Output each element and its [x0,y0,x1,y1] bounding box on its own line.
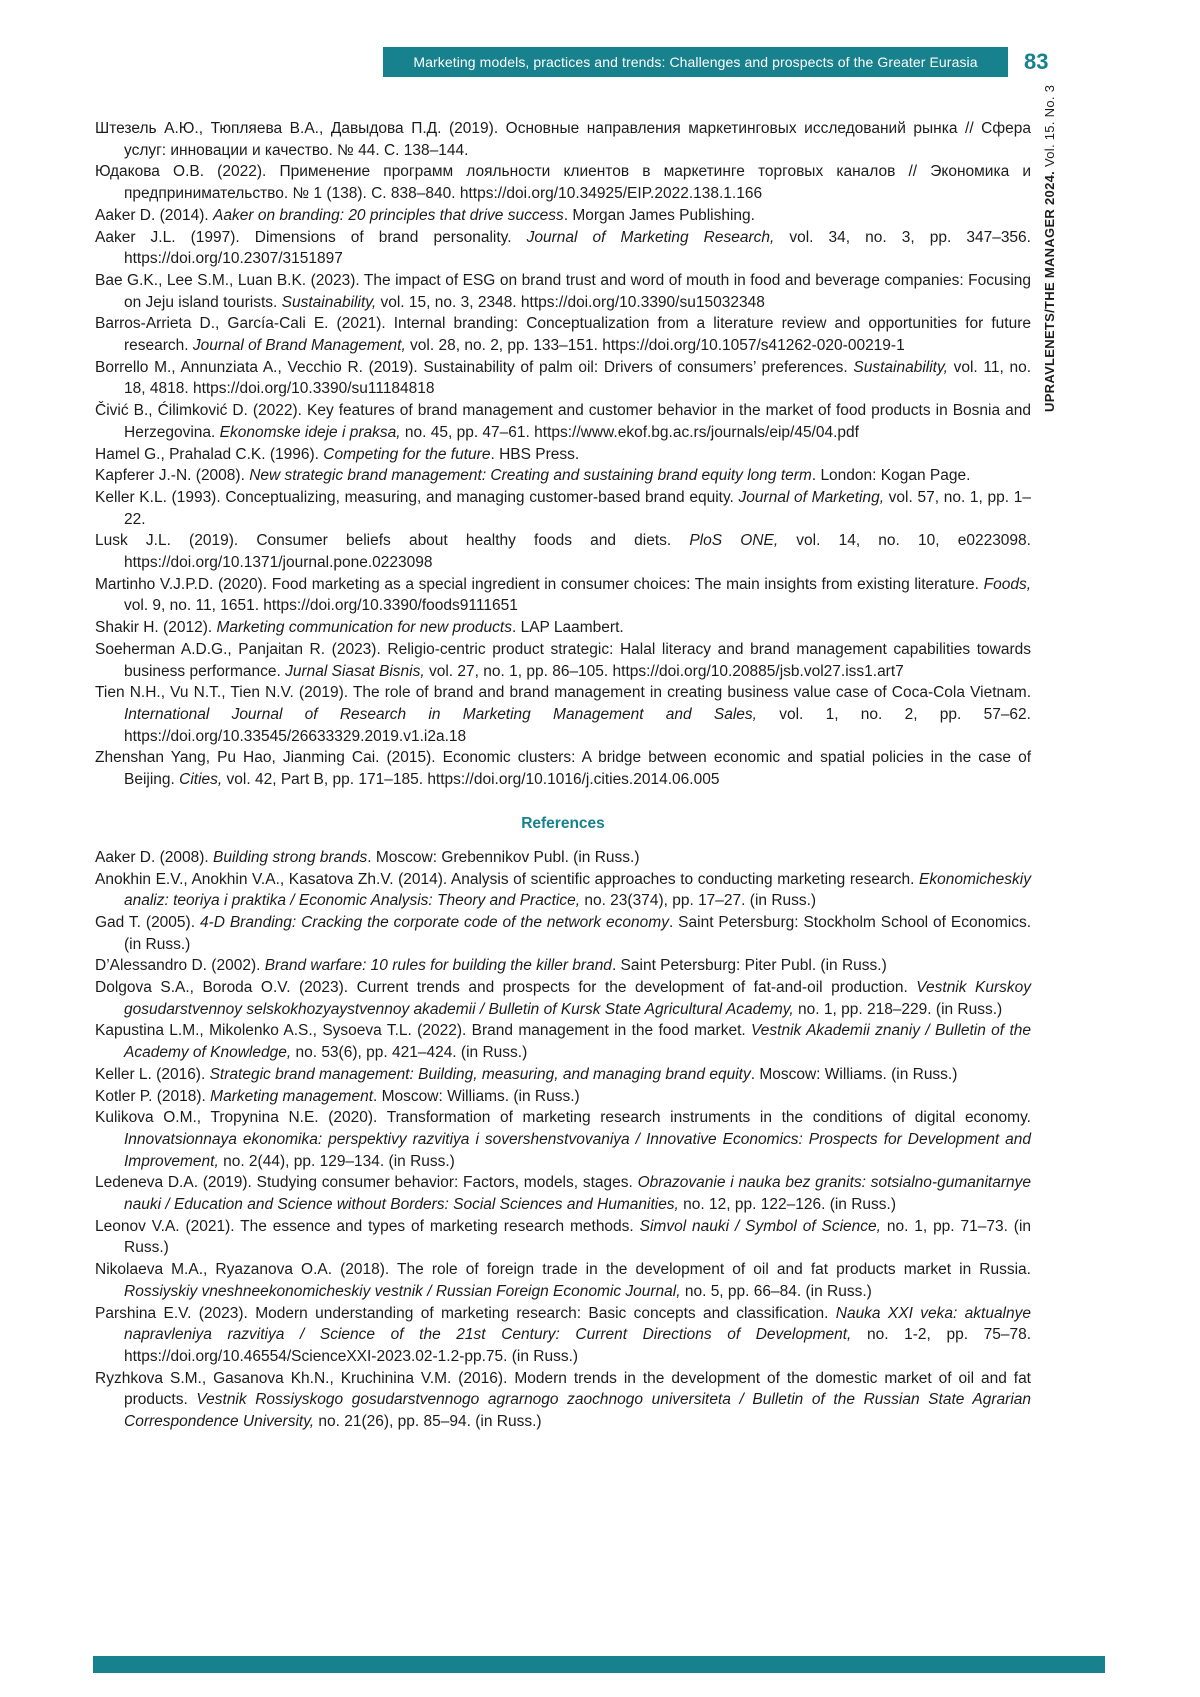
reference-source-title: Jurnal Siasat Bisnis, [285,662,425,680]
reference-entry [95,1086,1031,1108]
reference-text: . London: Kogan Page. [811,467,971,485]
reference-text: Aaker D. (2014). [95,206,214,224]
reference-text: vol. 9, no. 11, 1651. https://doi.org/10.3390/foods9111651 [124,597,518,615]
reference-entry [95,227,1031,270]
reference-text: Aaker D. (2008). [95,848,214,866]
reference-entry [95,869,1031,912]
reference-entry [95,1216,1031,1259]
reference-entry [95,1107,1031,1172]
reference-source-title: Simvol nauki / Symbol of Science, [639,1217,881,1235]
reference-text: Keller K.L. (1993). Conceptualizing, measuring, and managing customer-based brand equity. [95,488,739,506]
reference-source-title: New strategic brand management: Creating and sustaining brand equity long term [249,467,812,485]
reference-text: Dolgova S.A., Boroda O.V. (2023). Current trends and prospects for the development of fat-and-oil production. [95,979,917,997]
reference-text: Kapferer J.-N. (2008). [95,467,250,485]
reference-source-title: Obrazovanie i nauka bez granits: sotsialno-gumanitarnye nauki / Education and Science without Borders: Social Sciences and Humanities, [124,1174,1031,1214]
reference-entry [95,1368,1031,1433]
reference-entry [95,400,1031,443]
reference-entry [95,1064,1031,1086]
reference-text: Bae G.K., Lee S.M., Luan B.K. (2023). The impact of ESG on brand trust and word of mouth in food and beverage companies: Focusing on Jeju island tourists. [95,271,1031,311]
reference-source-title: Marketing management [210,1087,374,1105]
reference-source-title: Ekonomske ideje i praksa, [219,423,401,441]
reference-text: Martinho V.J.P.D. (2020). Food marketing as a special ingredient in consumer choices: The main insights from existing literature. [95,575,984,593]
reference-text: Čivić B., Ćilimković D. (2022). Key features of brand management and customer behavior in the market of food products in Bosnia and Herzegovina. [95,402,1031,441]
reference-source-title: Nauka XXI veka: aktualnye napravleniya razvitiya / Science of the 21st Century: Current Directions of Development, [124,1304,1031,1344]
references-heading: References [521,814,605,832]
reference-text: no. 21(26), pp. 85–94. (in Russ.) [314,1413,542,1431]
reference-text: Юдакова О.В. (2022). Применение программ лояльности клиентов в маркетинге торговых каналов // Экономика и предпринимательство. № 1 (138). С. 838–840. https://doi.org/10.34925/EIP.2022.138.1.166 [95,163,1031,203]
reference-source-title: Journal of Marketing, [738,488,885,506]
reference-source-title: Cities, [179,771,223,789]
reference-entry [95,118,1031,161]
reference-text: Kapustina L.M., Mikolenko A.S., Sysoeva T.L. (2022). Brand management in the food market. [95,1022,752,1040]
reference-source-title: Sustainability, [281,293,377,311]
reference-source-title: Vestnik Rossiyskogo gosudarstvennogo agrarnogo zaochnogo universiteta / Bulletin of the Russian State Agrarian Correspondence University, [124,1391,1031,1431]
reference-source-title: Sustainability, [853,358,948,376]
reference-source-title: Building strong brands [213,848,368,866]
reference-text: Zhenshan Yang, Pu Hao, Jianming Cai. (2015). Economic clusters: A bridge between economic and spatial policies in the case of Beijing. [95,749,1031,789]
reference-text: Ledeneva D.A. (2019). Studying consumer behavior: Factors, models, stages. [95,1174,638,1192]
reference-text: . Moscow: Grebennikov Publ. (in Russ.) [367,848,640,866]
reference-entry [95,1020,1031,1063]
references-content [95,118,1031,1433]
reference-text: no. 1-2, pp. 75–78. https://doi.org/10.46554/ScienceXXI-2023.02-1.2-pp.75. (in Russ.) [124,1326,1032,1365]
reference-source-title: Innovatsionnaya ekonomika: perspektivy razvitiya i sovershenstvovaniya / Innovative Economics: Prospects for Development and Improvement, [124,1130,1031,1170]
reference-entry [95,747,1031,790]
reference-entry [95,847,1031,869]
running-head-bar [383,47,1008,77]
reference-source-title: Journal of Marketing Research, [526,228,775,246]
reference-text: vol. 14, no. 10, e0223098. https://doi.org/10.1371/journal.pone.0223098 [124,532,1031,572]
reference-text: Barros-Arrieta D., García-Cali E. (2021). Internal branding: Conceptualization from a literature review and opportunities for future research. [95,315,1031,355]
reference-entry [95,617,1031,639]
reference-text: no. 12, pp. 122–126. (in Russ.) [678,1196,897,1214]
english-references-list [95,847,1031,1433]
reference-entry [95,313,1031,356]
reference-source-title: Journal of Brand Management, [192,337,406,355]
reference-text: Ryzhkova S.M., Gasanova Kh.N., Kruchinina V.M. (2016). Modern trends in the development of the domestic market of oil and fat products. [95,1369,1031,1409]
page-number: 83 [1024,49,1049,74]
reference-text: no. 53(6), pp. 421–424. (in Russ.) [291,1044,528,1062]
reference-text: D’Alessandro D. (2002). [95,957,265,975]
russian-references-list [95,118,1031,791]
reference-entry [95,487,1031,530]
reference-entry [95,639,1031,682]
reference-entry [95,1259,1031,1302]
reference-text: . Moscow: Williams. (in Russ.) [750,1065,958,1083]
reference-text: Aaker J.L. (1997). Dimensions of brand personality. [95,228,527,246]
reference-text: no. 1, pp. 218–229. (in Russ.) [793,1000,1003,1018]
reference-text: no. 1, pp. 71–73. (in Russ.) [124,1217,1032,1257]
reference-source-title: Strategic brand management: Building, measuring, and managing brand equity [209,1065,751,1083]
reference-entry [95,977,1031,1020]
reference-source-title: International Journal of Research in Marketing Management and Sales, [124,705,757,723]
reference-source-title: Competing for the future [323,445,491,463]
reference-text: Soeherman A.D.G., Panjaitan R. (2023). Religio-centric product strategic: Halal literacy and brand management capabilities towards business performance. [95,640,1031,680]
reference-text: Lusk J.L. (2019). Consumer beliefs about healthy foods and diets. [95,532,690,550]
reference-text: . HBS Press. [490,445,580,463]
reference-source-title: Ekonomicheskiy analiz: teoriya i praktika / Economic Analysis: Theory and Practice, [124,870,1031,910]
reference-text: . LAP Laambert. [511,619,624,637]
reference-text: vol. 57, no. 1, pp. 1–22. [124,488,1031,528]
reference-source-title: Brand warfare: 10 rules for building the killer brand [264,957,612,975]
reference-text: Keller L. (2016). [95,1065,210,1083]
reference-text: . Morgan James Publishing. [563,206,755,224]
reference-text: no. 23(374), pp. 17–27. (in Russ.) [580,892,817,910]
reference-entry [95,357,1031,400]
reference-entry [95,444,1031,466]
reference-source-title: PloS ONE, [689,532,779,550]
reference-text: vol. 11, no. 18, 4818. https://doi.org/10.3390/su11184818 [124,358,1032,398]
reference-source-title: Aaker on branding: 20 principles that drive success [213,206,564,224]
journal-name-label: UPRAVLENETS/THE MANAGER 2024. [1042,170,1057,412]
reference-text: no. 5, pp. 66–84. (in Russ.) [680,1282,872,1300]
reference-entry [95,1172,1031,1215]
reference-text: vol. 28, no. 2, pp. 133–151. https://doi.org/10.1057/s41262-020-00219-1 [405,337,905,355]
reference-text: Borrello M., Annunziata A., Vecchio R. (2019). Sustainability of palm oil: Drivers of consumers’ preferences. [95,358,854,376]
reference-entry [95,955,1031,977]
reference-text: Hamel G., Prahalad C.K. (1996). [95,445,324,463]
reference-entry [95,530,1031,573]
reference-entry [95,912,1031,955]
reference-entry [95,161,1031,204]
reference-text: . Saint Petersburg: Stockholm School of Economics. (in Russ.) [124,913,1031,953]
reference-text: Anokhin E.V., Anokhin V.A., Kasatova Zh.V. (2014). Analysis of scientific approaches to conducting marketing research. [95,870,919,888]
reference-text: Gad T. (2005). [95,913,200,931]
reference-text: Штезель А.Ю., Тюпляева В.А., Давыдова П.Д. (2019). Основные направления маркетинговых исследований рынка // Сфера услуг: инновации и качество. № 44. С. 138–144. [95,120,1031,159]
reference-text: Leonov V.A. (2021). The essence and types of marketing research methods. [95,1217,640,1235]
reference-text: Shakir H. (2012). [95,619,217,637]
reference-text: vol. 1, no. 2, pp. 57–62. https://doi.org/10.33545/26633329.2019.v1.i2a.18 [124,705,1031,745]
reference-text: vol. 42, Part B, pp. 171–185. https://doi.org/10.1016/j.cities.2014.06.005 [222,771,720,789]
reference-entry [95,574,1031,617]
reference-text: Kotler P. (2018). [95,1087,211,1105]
reference-text: . Moscow: Williams. (in Russ.) [373,1087,580,1105]
footer-bar [93,1656,1105,1673]
reference-text: . Saint Petersburg: Piter Publ. (in Russ.) [611,957,887,975]
journal-side-label [1042,84,1057,412]
reference-source-title: Vestnik Kurskoy gosudarstvennoy selskokhozyaystvennoy akademii / Bulletin of Kursk State Agricultural Academy, [124,979,1031,1018]
reference-entry [95,1303,1031,1368]
running-head-title: Marketing models, practices and trends: Challenges and prospects of the Greater Eurasia [413,54,978,70]
reference-source-title: Vestnik Akademii znaniy / Bulletin of the Academy of Knowledge, [124,1022,1032,1062]
reference-text: no. 45, pp. 47–61. https://www.ekof.bg.ac.rs/journals/eip/45/04.pdf [400,423,859,441]
reference-text: Kulikova O.M., Tropynina N.E. (2020). Transformation of marketing research instruments in the conditions of digital economy. [95,1109,1031,1127]
reference-source-title: Foods, [983,575,1031,593]
reference-text: Tien N.H., Vu N.T., Tien N.V. (2019). The role of brand and brand management in creating business value case of Coca-Cola Vietnam. [95,684,1031,702]
reference-text: vol. 15, no. 3, 2348. https://doi.org/10.3390/su15032348 [376,293,765,311]
reference-text: vol. 27, no. 1, pp. 86–105. https://doi.org/10.20885/jsb.vol27.iss1.art7 [424,662,904,680]
reference-entry [95,682,1031,747]
reference-text: Nikolaeva M.A., Ryazanova O.A. (2018). The role of foreign trade in the development of oil and fat products market in Russia. [95,1261,1031,1279]
reference-source-title: 4-D Branding: Cracking the corporate code of the network economy [199,913,669,931]
reference-text: Parshina E.V. (2023). Modern understanding of marketing research: Basic concepts and classification. [95,1304,836,1322]
reference-source-title: Rossiyskiy vneshneekonomicheskiy vestnik / Russian Foreign Economic Journal, [124,1282,681,1300]
reference-entry [95,465,1031,487]
reference-entry [95,205,1031,227]
reference-entry [95,270,1031,313]
reference-text: vol. 34, no. 3, pp. 347–356. https://doi.org/10.2307/3151897 [124,228,1031,268]
reference-text: no. 2(44), pp. 129–134. (in Russ.) [218,1152,455,1170]
reference-source-title: Marketing communication for new products [216,619,512,637]
journal-volume-label: Vol. 15. No. 3 [1042,84,1057,171]
